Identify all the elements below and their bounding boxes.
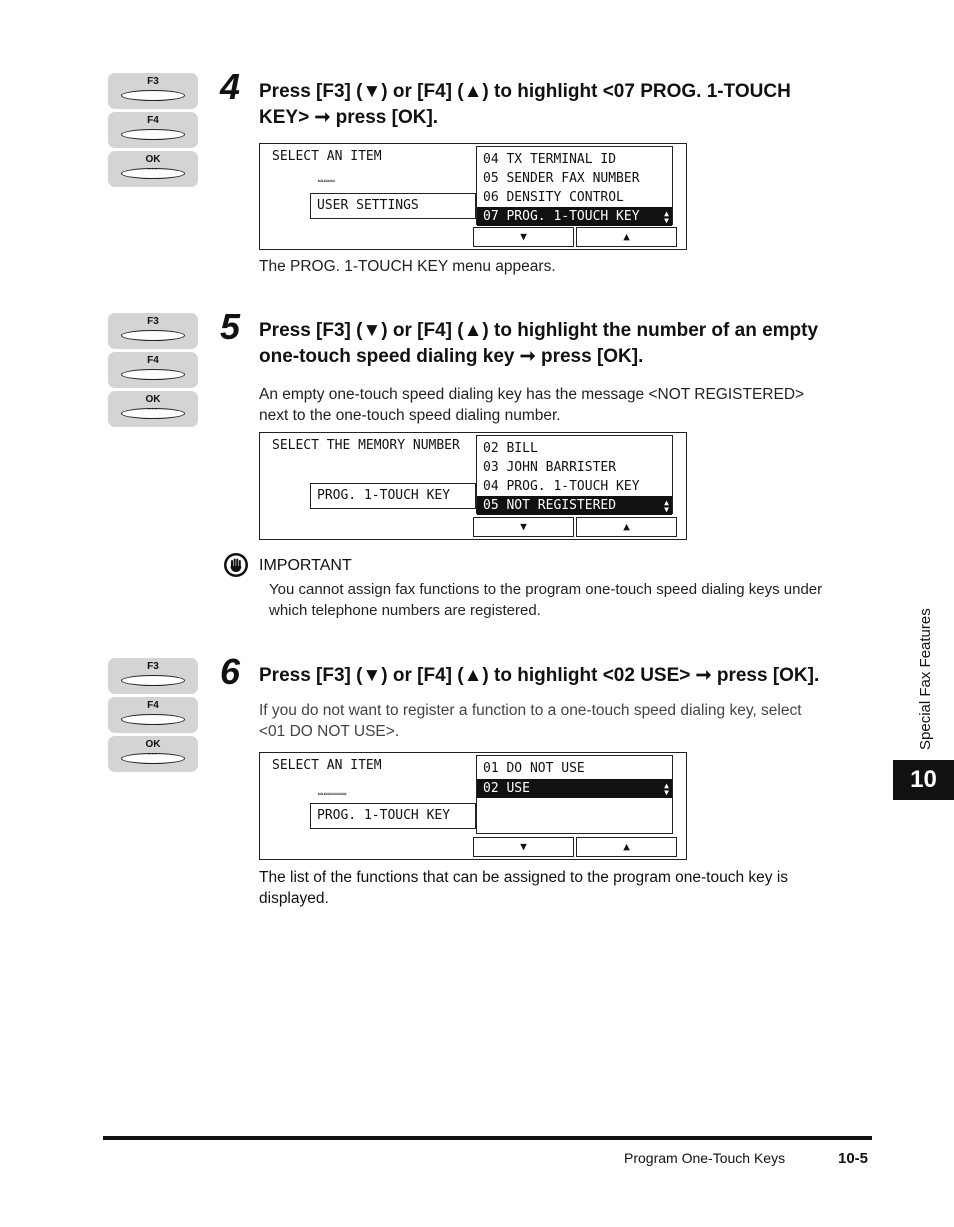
list-item: 05 SENDER FAX NUMBER [483, 171, 640, 186]
list-item-highlighted: 05 NOT REGISTERED [477, 496, 672, 515]
f3-key-button-icon [121, 330, 185, 341]
list-item: 04 PROG. 1-TOUCH KEY [483, 479, 640, 494]
selected-menu: USER SETTINGS [310, 193, 476, 219]
f3-key: F3 [108, 658, 198, 694]
step-description: An empty one-touch speed dialing key has the message <NOT REGISTERED> next to the one-touch speed dialing number. [259, 386, 805, 424]
step-heading: Press [F3] (▼) or [F4] (▲) to highlight the number of an empty one-touch speed dialing key ➞ press [OK]. [259, 320, 819, 367]
scroll-arrows-icon: ▲ ▼ [664, 781, 669, 797]
list-item-highlighted: 02 USE [477, 779, 672, 798]
footer-section: Program One-Touch Keys [624, 1150, 786, 1166]
f4-key: F4 [108, 352, 198, 388]
f4-key-button-icon [121, 129, 185, 140]
f4-key-button-icon [121, 369, 185, 380]
chapter-tab: 10 [893, 760, 954, 800]
important-text: You cannot assign fax functions to the program one-touch speed dialing keys under which telephone numbers are registered. [269, 581, 823, 619]
scroll-arrows-icon: ▲ ▼ [664, 209, 669, 225]
important-hand-icon [224, 553, 248, 577]
selected-menu: PROG. 1-TOUCH KEY [310, 483, 476, 509]
ok-key: OK ◦◦◦ [108, 391, 198, 427]
f3-key: F3 [108, 313, 198, 349]
ok-key: OK ◦◦◦ [108, 736, 198, 772]
menu-list [476, 146, 673, 225]
f3-key-button-icon [121, 90, 185, 101]
step-note: The list of the functions that can be assigned to the program one-touch key is displayed. [259, 869, 789, 907]
f4-key-button-icon [121, 714, 185, 725]
step-number: 5 [220, 306, 241, 347]
down-button: ▼ [473, 227, 574, 247]
list-item: 02 BILL [483, 441, 538, 456]
ok-key: OK ◦◦◦ [108, 151, 198, 187]
chapter-title: Special Fax Features [917, 608, 934, 750]
step-heading: Press [F3] (▼) or [F4] (▲) to highlight <07 PROG. 1-TOUCH KEY> ➞ press [OK]. [259, 81, 791, 128]
step-description: If you do not want to register a function to a one-touch speed dialing key, select <01 DO NOT USE>. [259, 702, 802, 740]
scroll-arrows-icon: ▲ ▼ [664, 498, 669, 514]
selected-menu: PROG. 1-TOUCH KEY [310, 803, 476, 829]
lcd-screen: SELECT THE MEMORY NUMBER PROG. 1-TOUCH KEY 02 BILL 03 JOHN BARRISTER 04 PROG. 1-TOUCH KEY 05 NOT REGISTERED ▲ ▼ ▼ ▲ [259, 432, 687, 540]
f4-key: F4 [108, 112, 198, 148]
list-item: 06 DENSITY CONTROL [483, 190, 624, 205]
hand-icon [224, 553, 248, 577]
lcd-screen: SELECT AN ITEM ▭▭▭▭▭ PROG. 1-TOUCH KEY 01 DO NOT USE 02 USE ▲ ▼ ▼ ▲ [259, 752, 687, 860]
down-button: ▼ [473, 517, 574, 537]
f3-key-button-icon [121, 675, 185, 686]
step-note: The PROG. 1-TOUCH KEY menu appears. [259, 258, 556, 275]
important-label: IMPORTANT [259, 557, 352, 574]
list-item: 03 JOHN BARRISTER [483, 460, 617, 475]
footer-rule [103, 1136, 872, 1140]
up-button: ▲ [576, 517, 677, 537]
lcd-screen: SELECT AN ITEM ▭▭▭ USER SETTINGS 04 TX TERMINAL ID 05 SENDER FAX NUMBER 06 DENSITY CONTROL 07 PROG. 1-TOUCH KEY ▲ ▼ ▼ ▲ [259, 143, 687, 250]
menu-list [476, 755, 673, 834]
menu-list [476, 435, 673, 514]
step-number: 4 [220, 66, 241, 107]
step-heading: Press [F3] (▼) or [F4] (▲) to highlight <02 USE> ➞ press [OK]. [259, 665, 820, 686]
up-button: ▲ [576, 227, 677, 247]
f4-key: F4 [108, 697, 198, 733]
down-button: ▼ [473, 837, 574, 857]
step-number: 6 [220, 651, 241, 692]
up-button: ▲ [576, 837, 677, 857]
list-item-highlighted: 07 PROG. 1-TOUCH KEY [477, 207, 672, 226]
list-item: 01 DO NOT USE [483, 761, 585, 776]
f3-key: F3 [108, 73, 198, 109]
list-item: 04 TX TERMINAL ID [483, 152, 617, 167]
page-number: 10-5 [838, 1150, 869, 1167]
